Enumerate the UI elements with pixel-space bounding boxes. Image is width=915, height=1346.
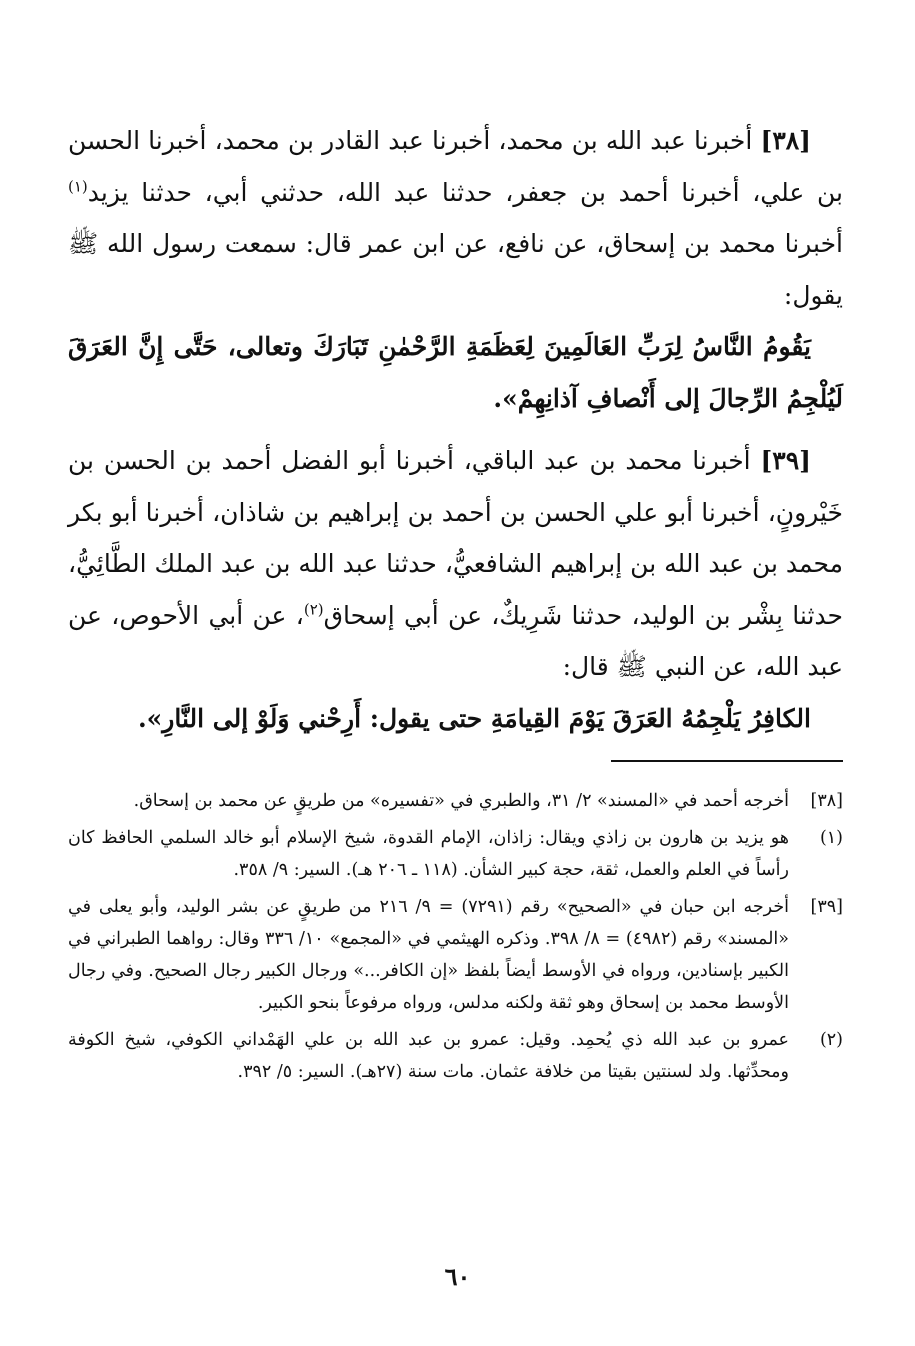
footnote-text: أخرجه أحمد في «المسند» ٢/ ٣١، والطبري في «تفسيره» من طريقٍ عن محمد بن إسحاق. xyxy=(133,791,789,811)
footnote-item xyxy=(68,891,843,1019)
footnote-text: هو يزيد بن هارون بن زاذي ويقال: زاذان، الإمام القدوة، شيخ الإسلام أبو خالد السلمي الحافظ كان رأساً في العلم والعمل، ثقة، حجة كبير الشأن. (١١٨ ـ ٢٠٦ هـ). السير: ٩/ ٣٥٨. xyxy=(68,828,789,880)
isnad-text: أخبرنا محمد بن عبد الباقي، أخبرنا أبو الفضل أحمد بن الحسن بن خَيْرونٍ، أخبرنا أبو علي الحسن بن أحمد بن إبراهيم بن شاذان، أخبرنا أبو بكر محمد بن عبد الله بن إبراهيم الشافعيُّ، حدثنا عبد الله بن عبد الملك الطَّائِيُّ، حدثنا بِشْر بن الوليد، حدثنا شَرِيكٌ، عن أبي إسحاق xyxy=(68,446,843,630)
footnote-text: أخرجه ابن حبان في «الصحيح» رقم (٧٢٩١) = ٩/ ٢١٦ من طريقٍ عن بشر الوليد، وأبو يعلى في «المسند» رقم (٤٩٨٢) = ٨/ ٣٩٨. وذكره الهيثمي في «المجمع» ١٠/ ٣٣٦ وقال: رواهما الطبراني في الكبير بإسنادين، ورواه في الأوسط أيضاً بلفظ «إن الكافر...» ورجال الكبير رجال الصحيح. وفي رجال الأوسط محمد بن إسحاق وهو ثقة ولكنه مدلس، ورواه مرفوعاً بنحو الكبير. xyxy=(68,897,790,1013)
footnote-item xyxy=(68,822,843,886)
entry-38-isnad xyxy=(68,115,843,321)
footnotes xyxy=(68,785,843,1093)
isnad-continuation: ، عن أبي الأحوص، عن عبد الله، عن النبي ﷺ قال: xyxy=(68,600,843,681)
footnote-divider xyxy=(611,760,843,762)
page-number: ٦٠ xyxy=(444,1262,471,1291)
footnote-ref: (٢) xyxy=(303,600,324,619)
footnote-id: [٣٩] xyxy=(810,897,843,917)
footnote-text: عمرو بن عبد الله ذي يُحمِد. وقيل: عمرو بن عبد الله بن علي الهَمْداني الكوفي، شيخ الكوفة ومحدِّثها. ولد لسنتين بقيتا من خلافة عثمان. مات سنة (٢٧هـ). السير: ٥/ ٣٩٢. xyxy=(68,1030,789,1082)
entry-39-hadith: الكافِرُ يَلْجِمُهُ العَرَقَ يَوْمَ القِيامَةِ حتى يقول: أَرِحْني وَلَوْ إلى النَّارِ». xyxy=(137,703,811,733)
main-text xyxy=(68,115,843,744)
footnote-id: (٢) xyxy=(819,1030,843,1050)
footnote-item xyxy=(68,1024,843,1088)
footnote-id: [٣٨] xyxy=(810,791,843,811)
isnad-continuation: أخبرنا محمد بن إسحاق، عن نافع، عن ابن عمر قال: سمعت رسول الله ﷺ يقول: xyxy=(68,229,843,310)
entry-number: [٣٩] xyxy=(760,446,811,475)
entry-number: [٣٨] xyxy=(760,126,812,155)
isnad-text: أخبرنا عبد الله بن محمد، أخبرنا عبد القادر بن محمد، أخبرنا الحسن بن علي، أخبرنا أحمد بن جعفر، حدثنا عبد الله، حدثني أبي، حدثنا يزيد xyxy=(68,126,843,207)
entry-38-hadith: يَقُومُ النَّاسُ لِرَبِّ العَالَمِينَ لِعَظَمَةِ الرَّحْمٰنِ تَبَارَكَ وتعالى، حَتَّى إِنَّ العَرَقَ لَيُلْجِمُ الرِّجالَ إلى أَنْصافِ آذانِهِمْ». xyxy=(68,332,843,413)
entry-39-isnad xyxy=(68,435,843,693)
footnote-ref: (١) xyxy=(68,177,88,196)
footnote-id: (١) xyxy=(819,828,843,848)
footnote-item xyxy=(68,785,843,817)
